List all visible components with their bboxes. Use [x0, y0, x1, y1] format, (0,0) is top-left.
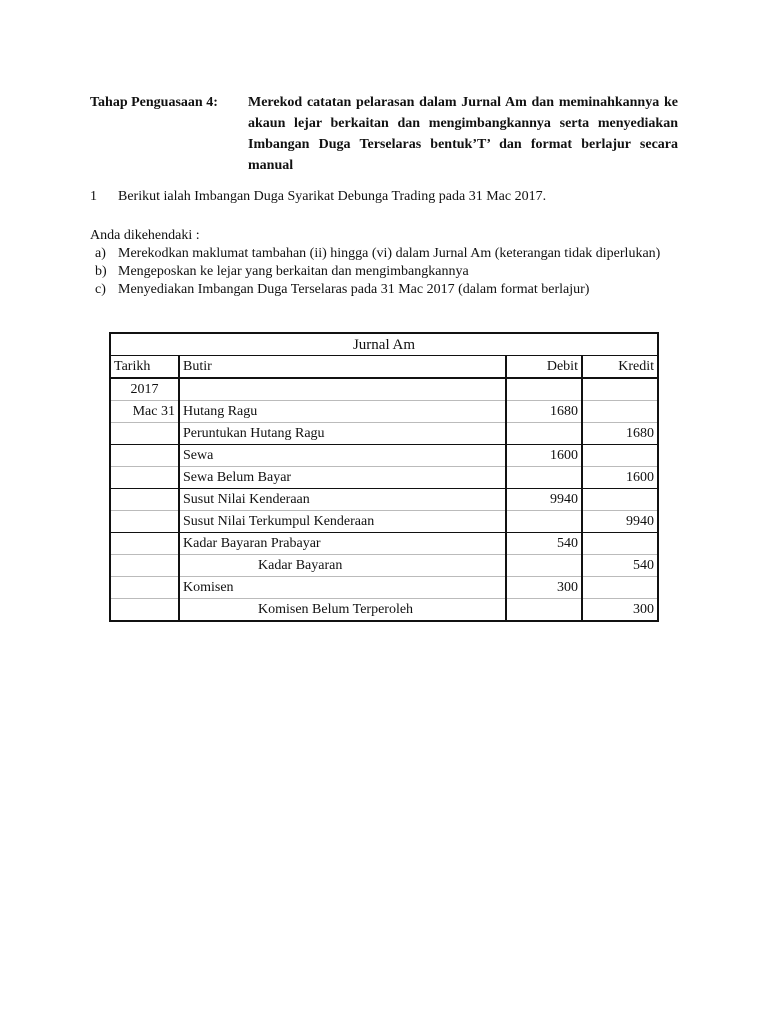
section-heading — [90, 92, 678, 176]
journal-table — [109, 332, 659, 622]
table-row — [110, 445, 658, 467]
table-row — [110, 577, 658, 599]
account-cell: Peruntukan Hutang Ragu — [179, 423, 506, 445]
heading-label: Tahap Penguasaan 4: — [90, 95, 218, 110]
task-marker: b) — [95, 264, 107, 279]
credit-cell: 9940 — [582, 511, 658, 533]
instructions-intro: Anda dikehendaki : — [90, 228, 200, 243]
header-debit: Debit — [506, 356, 582, 379]
task-marker: a) — [95, 246, 106, 261]
heading-text: Merekod catatan pelarasan dalam Jurnal Am dan meminahkannya ke akaun lejar berkaitan dan mengimbangkannya serta menyediakan Imbangan Duga Terselaras bentuk’T’ dan format berlajur secara manual — [248, 95, 678, 173]
account-cell: Susut Nilai Kenderaan — [179, 489, 506, 511]
task-a — [95, 245, 678, 263]
task-c — [95, 281, 678, 299]
credit-cell — [582, 533, 658, 555]
empty-cell — [582, 378, 658, 401]
account-cell: Hutang Ragu — [179, 401, 506, 423]
debit-cell: 1600 — [506, 445, 582, 467]
credit-cell — [582, 445, 658, 467]
task-b — [95, 263, 678, 281]
empty-cell — [110, 577, 179, 599]
credit-cell: 300 — [582, 599, 658, 622]
credit-cell: 1600 — [582, 467, 658, 489]
debit-cell — [506, 555, 582, 577]
date-cell: Mac 31 — [110, 401, 179, 423]
header-credit: Kredit — [582, 356, 658, 379]
task-text: Menyediakan Imbangan Duga Terselaras pada 31 Mac 2017 (dalam format berlajur) — [118, 282, 590, 297]
debit-cell — [506, 511, 582, 533]
year-cell: 2017 — [110, 378, 179, 401]
debit-cell: 300 — [506, 577, 582, 599]
account-cell: Sewa — [179, 445, 506, 467]
empty-cell — [110, 533, 179, 555]
credit-cell — [582, 489, 658, 511]
table-row — [110, 378, 658, 401]
debit-cell — [506, 599, 582, 622]
empty-cell — [506, 378, 582, 401]
table-row — [110, 467, 658, 489]
table-row — [110, 555, 658, 577]
task-text: Merekodkan maklumat tambahan (ii) hingga (vi) dalam Jurnal Am (keterangan tidak diperlukan) — [118, 246, 661, 261]
empty-cell — [110, 489, 179, 511]
debit-cell: 540 — [506, 533, 582, 555]
header-date: Tarikh — [110, 356, 179, 379]
credit-cell — [582, 577, 658, 599]
debit-cell — [506, 423, 582, 445]
account-cell: Susut Nilai Terkumpul Kenderaan — [179, 511, 506, 533]
empty-cell — [110, 467, 179, 489]
question-1 — [90, 188, 546, 206]
empty-cell — [110, 423, 179, 445]
table-row — [110, 511, 658, 533]
header-particulars: Butir — [179, 356, 506, 379]
table-row — [110, 401, 658, 423]
credit-cell: 1680 — [582, 423, 658, 445]
account-cell: Sewa Belum Bayar — [179, 467, 506, 489]
credit-cell: 540 — [582, 555, 658, 577]
empty-cell — [110, 445, 179, 467]
table-row — [110, 533, 658, 555]
question-number: 1 — [90, 189, 97, 204]
debit-cell: 1680 — [506, 401, 582, 423]
debit-cell — [506, 467, 582, 489]
empty-cell — [110, 511, 179, 533]
account-cell: Komisen Belum Terperoleh — [179, 599, 506, 622]
table-row — [110, 489, 658, 511]
credit-cell — [582, 401, 658, 423]
account-cell: Komisen — [179, 577, 506, 599]
empty-cell — [110, 555, 179, 577]
account-cell: Kadar Bayaran — [179, 555, 506, 577]
task-marker: c) — [95, 282, 106, 297]
journal-title: Jurnal Am — [110, 333, 658, 356]
task-list — [95, 245, 678, 299]
table-row — [110, 599, 658, 622]
empty-cell — [110, 599, 179, 622]
account-cell: Kadar Bayaran Prabayar — [179, 533, 506, 555]
empty-cell — [179, 378, 506, 401]
question-text: Berikut ialah Imbangan Duga Syarikat Debunga Trading pada 31 Mac 2017. — [118, 189, 547, 204]
debit-cell: 9940 — [506, 489, 582, 511]
table-row — [110, 423, 658, 445]
task-text: Mengeposkan ke lejar yang berkaitan dan mengimbangkannya — [118, 264, 469, 279]
